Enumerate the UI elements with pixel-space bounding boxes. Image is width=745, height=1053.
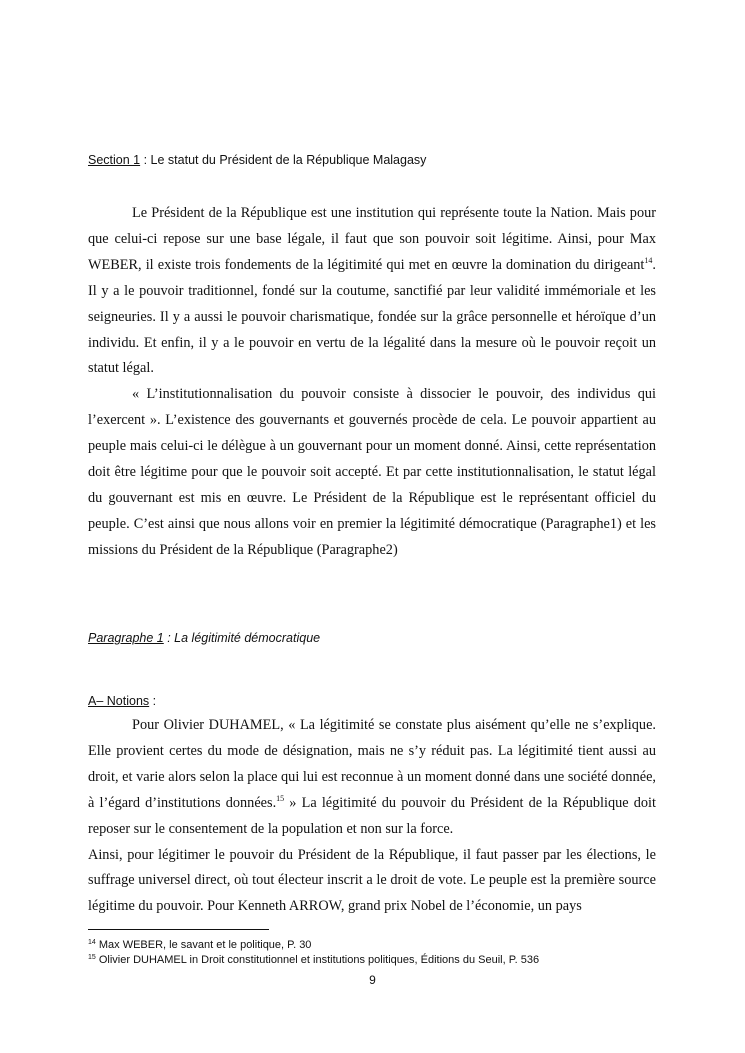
section-paragraph-1-part-a: Le Président de la République est une institution qui représente toute la Nation. Mais pour que celui-ci repose sur une base légale, il faut que son pouvoir soit légitime. Ainsi, pour Max WEBER, il existe trois fondements de la légitimité qui met en œuvre la domination du dirigeant (88, 205, 656, 273)
section-heading-label: Section 1 (88, 153, 141, 167)
subsection-heading (88, 694, 156, 708)
notions-paragraph-1-part-b: » La légitimité du pouvoir du Président de la République doit reposer sur le consentement de la population et non sur la force. (88, 794, 656, 837)
notions-paragraph-1 (88, 713, 656, 843)
section-body (88, 201, 656, 564)
footnote-text: Max WEBER, le savant et le politique, P. 30 (95, 939, 312, 951)
footnote-separator (88, 929, 269, 930)
footnotes (88, 938, 539, 968)
footnote-14 (88, 938, 539, 953)
section-paragraph-1-part-b: . Il y a le pouvoir traditionnel, fondé sur la coutume, sanctifié par leur validité immémoriale et les seigneuries. Il y a aussi le pouvoir charismatique, fondée sur la grâce personnelle et héroïque d’un individu. Et enfin, il y a le pouvoir en vertu de la légalité dans la mesure où le pouvoir reçoit un statut légal. (88, 256, 656, 377)
notions-paragraph-1-part-a: Pour Olivier DUHAMEL, « La légitimité se constate plus aisément qu’elle ne s’explique. Elle provient certes du mode de désignation, mais ne s’y réduit pas. La légitimité tient aussi au droit, et varie alors selon la place qui lui est reconnue à un moment donné dans une société donnée, à l’égard d’institutions données. (88, 717, 656, 811)
section-heading-text: : Le statut du Président de la République Malagasy (140, 153, 427, 167)
subsection-heading-label: A– Notions (88, 694, 150, 708)
footnote-text: Olivier DUHAMEL in Droit constitutionnel et institutions politiques, Éditions du Seuil, P. 536 (95, 954, 540, 966)
section-paragraph-1 (88, 201, 656, 382)
paragraph-heading-label: Paragraphe 1 (88, 631, 164, 645)
footnote-ref-15: 15 (276, 793, 285, 803)
footnote-number: 14 (88, 939, 96, 946)
paragraph-heading-text: : La légitimité démocratique (163, 631, 321, 645)
paragraph-heading (88, 631, 320, 645)
section-heading (88, 153, 426, 167)
footnote-15 (88, 953, 539, 968)
notions-paragraph-2: Ainsi, pour légitimer le pouvoir du Président de la République, il faut passer par les élections, le suffrage universel direct, où tout électeur inscrit a le droit de vote. Le peuple est la première source légitime du pouvoir. Pour Kenneth ARROW, grand prix Nobel de l’économie, un pays (88, 846, 656, 915)
subsection-heading-text: : (149, 694, 157, 708)
notions-body (88, 713, 656, 920)
section-paragraph-2: « L’institutionnalisation du pouvoir consiste à dissocier le pouvoir, des individus qui l’exercent ». L’existence des gouvernants et gouvernés procède de cela. Le pouvoir appartient au peuple mais celui-ci le délègue à un gouvernant pour un moment donné. Ainsi, cette représentation doit être légitime pour que le pouvoir soit accepté. Et par cette institutionnalisation, le statut légal du gouvernant est mis en œuvre. Le Président de la République est le représentant officiel du peuple. C’est ainsi que nous allons voir en premier la légitimité démocratique (Paragraphe1) et les missions du Président de la République (Paragraphe2) (88, 386, 656, 558)
page-number: 9 (369, 973, 376, 987)
footnote-number: 15 (88, 954, 96, 961)
footnote-ref-14: 14 (644, 255, 653, 265)
